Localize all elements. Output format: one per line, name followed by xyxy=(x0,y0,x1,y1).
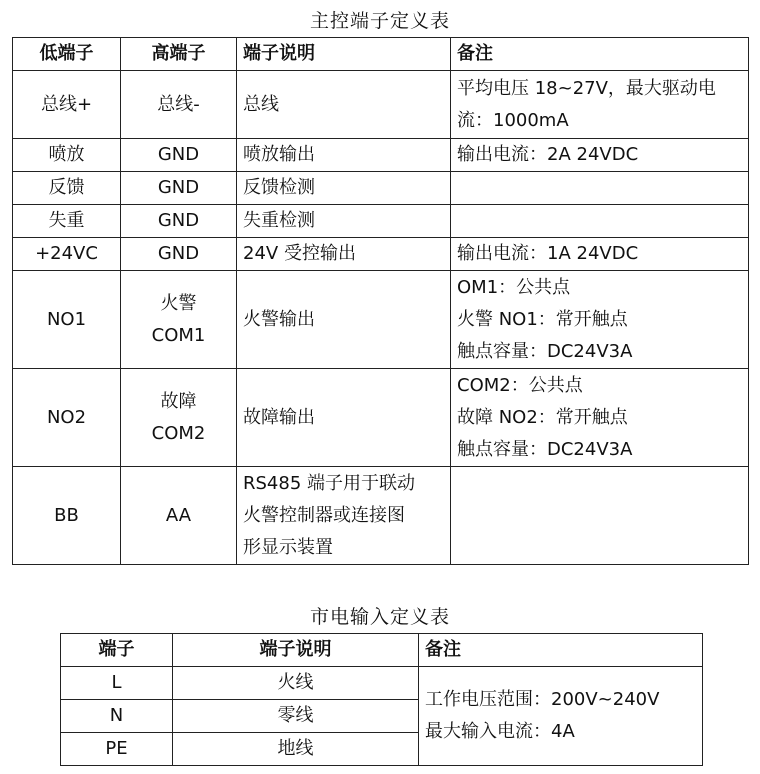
cell-desc: 喷放输出 xyxy=(237,139,451,172)
note-line: 工作电压范围：200V~240V xyxy=(425,689,660,710)
header-high-terminal: 高端子 xyxy=(121,38,237,71)
high-line: 故障 xyxy=(160,390,197,412)
cell-low: 喷放 xyxy=(13,139,121,172)
cell-desc: 地线 xyxy=(173,733,419,766)
cell-note xyxy=(451,71,749,139)
cell-terminal: L xyxy=(61,667,173,700)
table-row xyxy=(61,667,703,700)
mains-input-table xyxy=(60,633,703,766)
table-row xyxy=(13,139,749,172)
cell-low: 反馈 xyxy=(13,172,121,205)
cell-high: 总线- xyxy=(121,71,237,139)
cell-desc: 总线 xyxy=(237,71,451,139)
cell-high: GND xyxy=(121,205,237,238)
note-line: COM2：公共点 xyxy=(457,374,583,396)
cell-low: NO2 xyxy=(13,369,121,467)
header-description: 端子说明 xyxy=(173,634,419,667)
header-terminal: 端子 xyxy=(61,634,173,667)
header-low-terminal: 低端子 xyxy=(13,38,121,71)
desc-line: 形显示装置 xyxy=(243,536,333,558)
cell-high xyxy=(121,369,237,467)
note-line: 流：1000mA xyxy=(457,109,569,131)
cell-high: GND xyxy=(121,238,237,271)
cell-note: 输出电流：1A 24VDC xyxy=(451,238,749,271)
note-line: 火警 NO1：常开触点 xyxy=(457,308,628,330)
cell-high: GND xyxy=(121,172,237,205)
cell-terminal: PE xyxy=(61,733,173,766)
cell-low: NO1 xyxy=(13,271,121,369)
cell-desc: 零线 xyxy=(173,700,419,733)
table-row xyxy=(13,369,749,467)
cell-high: AA xyxy=(121,467,237,565)
cell-desc: 24V 受控输出 xyxy=(237,238,451,271)
mains-table-title: 市电输入定义表 xyxy=(309,606,450,628)
desc-line: RS485 端子用于联动 xyxy=(243,472,416,494)
cell-note xyxy=(451,205,749,238)
table-header-row xyxy=(61,634,703,667)
cell-note xyxy=(451,271,749,369)
table-row xyxy=(13,238,749,271)
high-line: 火警 xyxy=(160,292,197,314)
note-line: OM1：公共点 xyxy=(457,276,571,298)
cell-low: 总线+ xyxy=(13,71,121,139)
cell-high: GND xyxy=(121,139,237,172)
main-terminal-table xyxy=(12,37,749,565)
high-line: COM2 xyxy=(151,422,206,444)
table-row xyxy=(13,467,749,565)
cell-desc: 故障输出 xyxy=(237,369,451,467)
header-note: 备注 xyxy=(419,634,703,667)
header-note: 备注 xyxy=(451,38,749,71)
desc-line: 火警控制器或连接图 xyxy=(243,504,405,526)
note-line: 故障 NO2：常开触点 xyxy=(457,406,628,428)
table-header-row xyxy=(13,38,749,71)
cell-note: 输出电流：2A 24VDC xyxy=(451,139,749,172)
note-line: 平均电压 18~27V，最大驱动电 xyxy=(457,77,716,99)
cell-desc: 反馈检测 xyxy=(237,172,451,205)
cell-desc: 失重检测 xyxy=(237,205,451,238)
cell-note xyxy=(451,369,749,467)
cell-desc: 火警输出 xyxy=(237,271,451,369)
high-line: COM1 xyxy=(151,324,206,346)
cell-desc: 火线 xyxy=(173,667,419,700)
cell-low: +24VC xyxy=(13,238,121,271)
note-line: 触点容量：DC24V3A xyxy=(457,340,633,362)
table-row xyxy=(13,271,749,369)
cell-note xyxy=(451,467,749,565)
table-row xyxy=(13,172,749,205)
header-description: 端子说明 xyxy=(237,38,451,71)
cell-high xyxy=(121,271,237,369)
cell-desc xyxy=(237,467,451,565)
cell-note xyxy=(419,667,703,766)
cell-note xyxy=(451,172,749,205)
note-line: 触点容量：DC24V3A xyxy=(457,438,633,460)
table-row xyxy=(13,71,749,139)
cell-terminal: N xyxy=(61,700,173,733)
cell-low: BB xyxy=(13,467,121,565)
cell-low: 失重 xyxy=(13,205,121,238)
table-row xyxy=(13,205,749,238)
note-line: 最大输入电流：4A xyxy=(425,721,575,742)
main-table-title: 主控端子定义表 xyxy=(309,10,450,32)
